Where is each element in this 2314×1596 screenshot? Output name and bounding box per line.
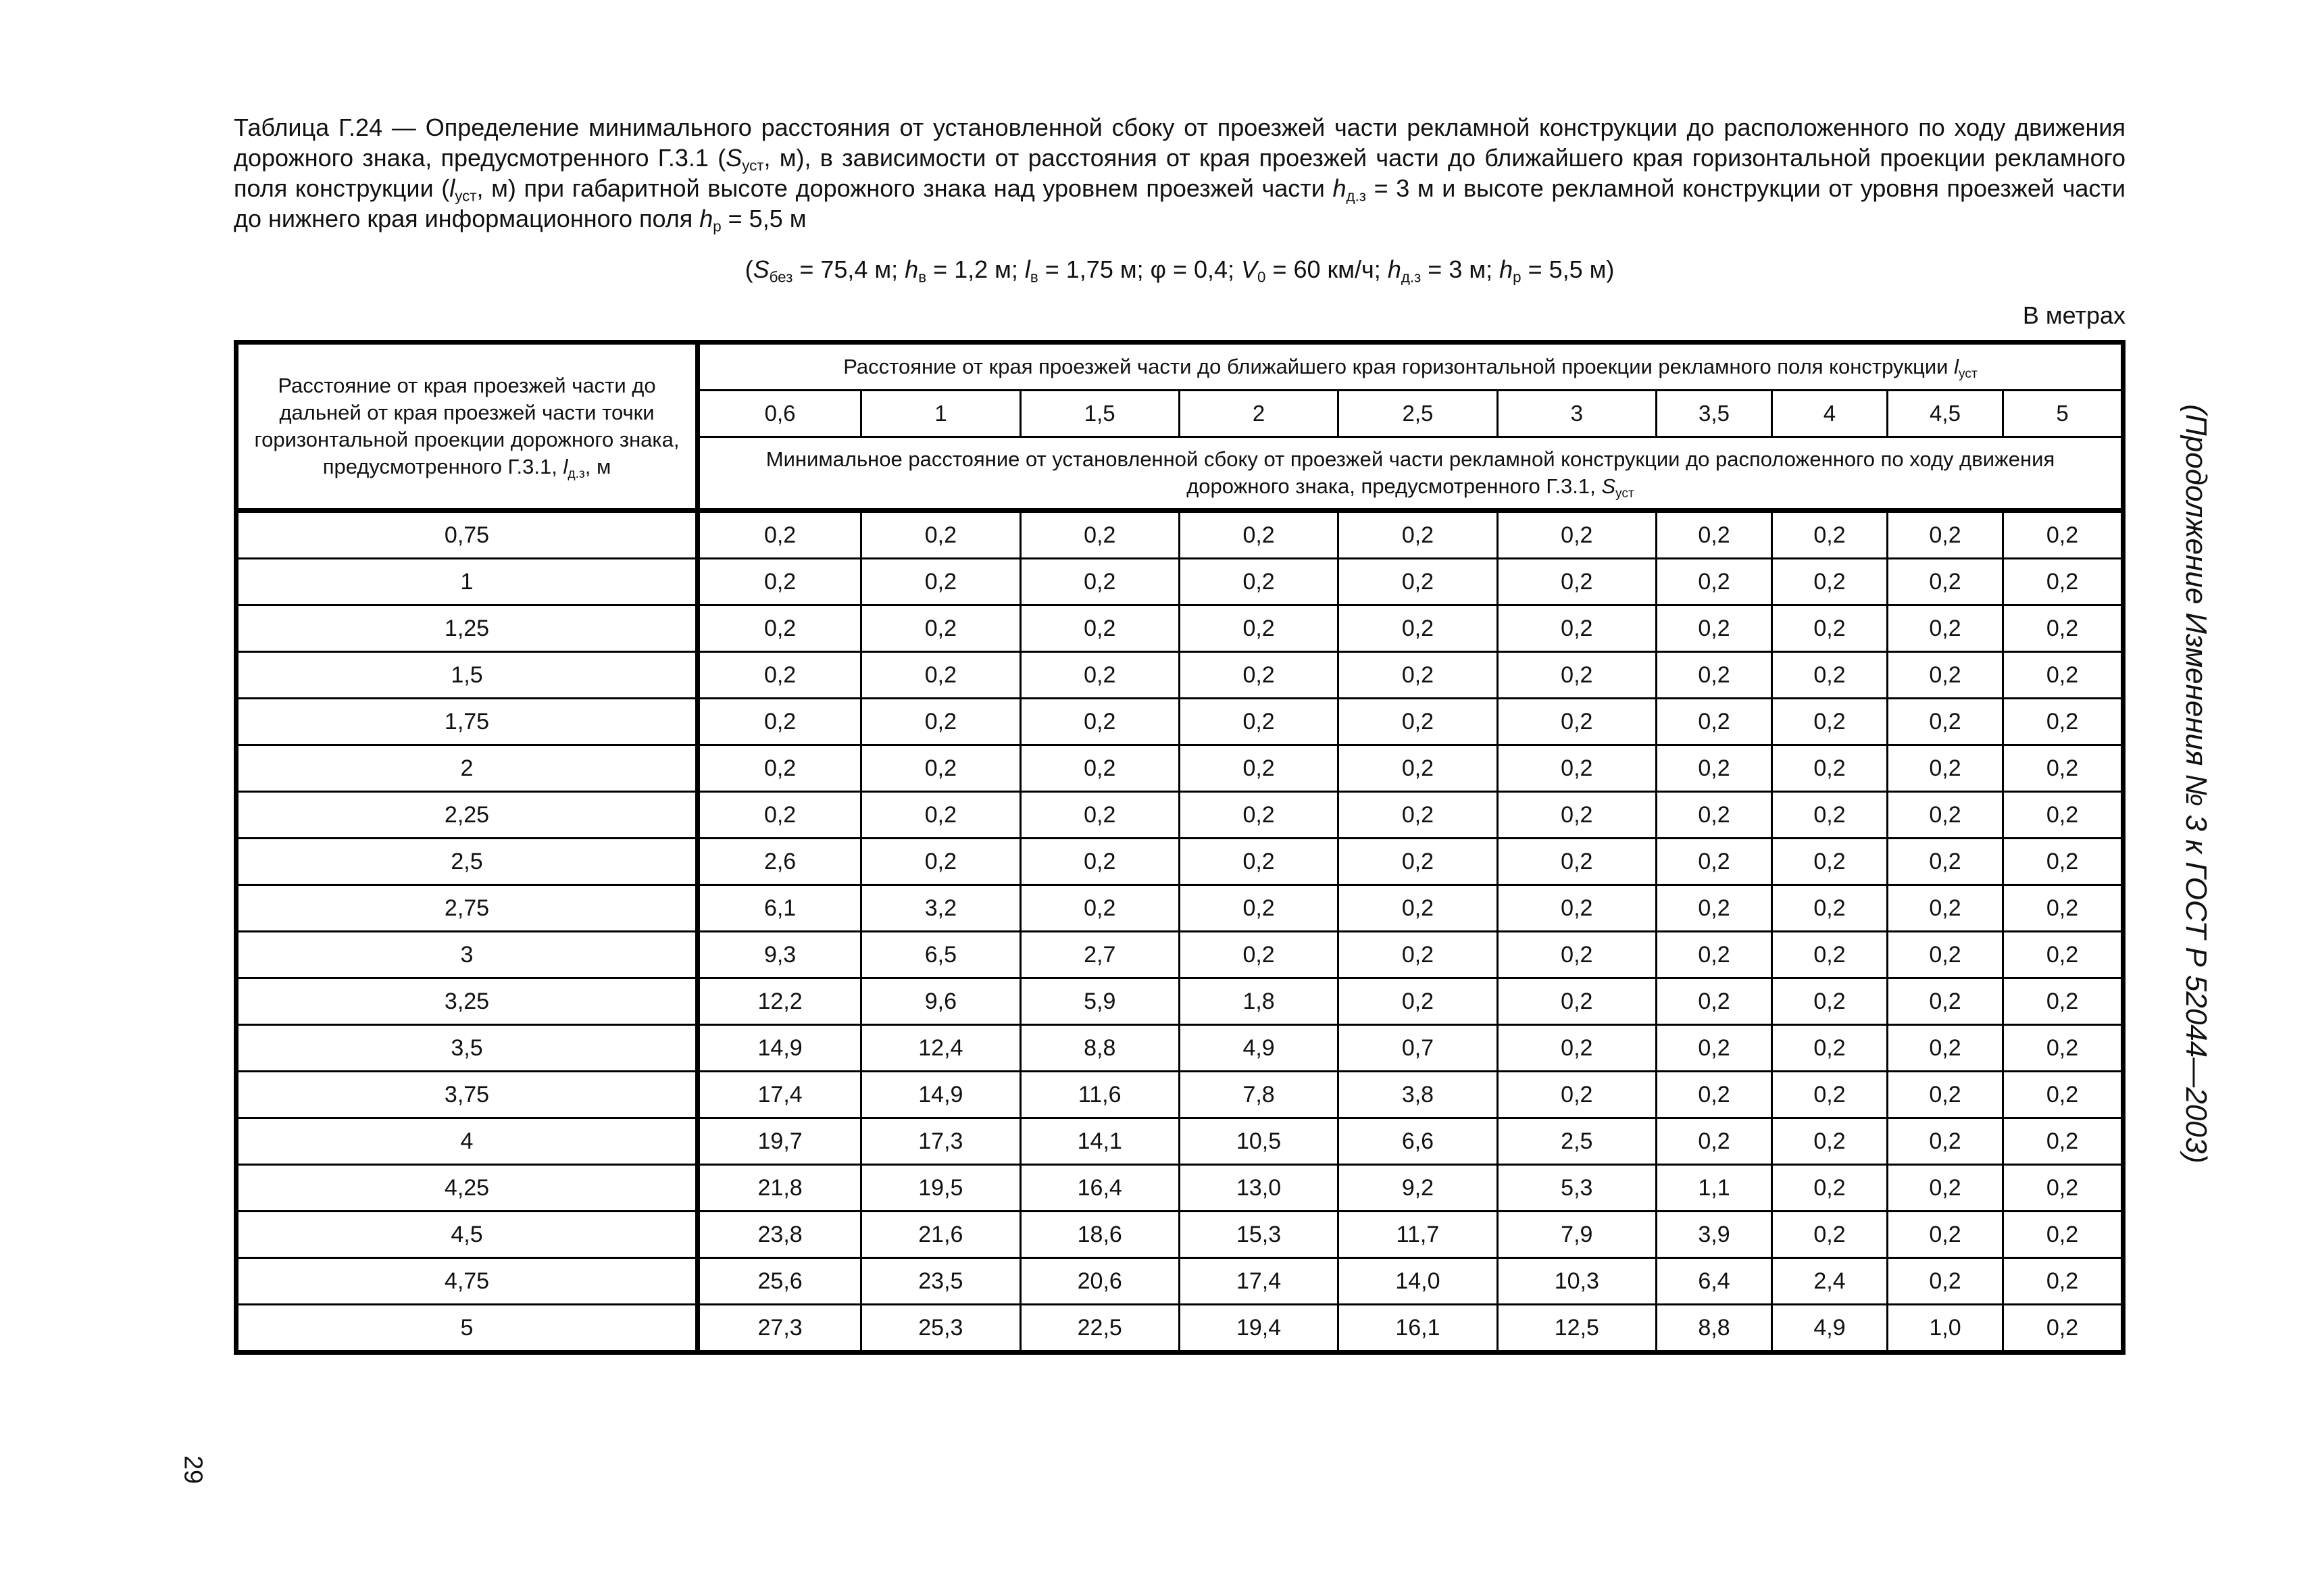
row-distance-cell: 1,5: [236, 652, 698, 699]
table-cell: 0,2: [1179, 745, 1338, 792]
table-cell: 6,4: [1656, 1258, 1771, 1305]
side-running-title: (Продолжение Изменения № 3 к ГОСТ Р 52044—2003): [2180, 404, 2213, 1164]
table-cell: 0,2: [1338, 932, 1497, 978]
table-cell: 0,2: [1338, 792, 1497, 839]
table-cell: 0,2: [1497, 605, 1656, 652]
column-value-header: 0,6: [698, 391, 861, 437]
table-cell: 0,2: [1497, 839, 1656, 885]
table-cell: 0,2: [1771, 932, 1887, 978]
table-cell: 0,2: [2003, 1212, 2123, 1258]
table-header: [236, 343, 2123, 511]
table-cell: 7,8: [1179, 1072, 1338, 1118]
table-cell: 0,2: [1497, 978, 1656, 1025]
table-cell: 0,2: [1771, 885, 1887, 932]
table-cell: 0,2: [1338, 885, 1497, 932]
table-cell: 0,2: [2003, 511, 2123, 559]
column-value-header: 4,5: [1887, 391, 2003, 437]
table-cell: 13,0: [1179, 1165, 1338, 1212]
params-hp-symbol: h: [1499, 255, 1513, 283]
caption-text-5: = 5,5 м: [721, 205, 807, 232]
table-row: [236, 792, 2123, 839]
table-row: [236, 699, 2123, 745]
table-cell: 19,5: [861, 1165, 1020, 1212]
table-cell: 10,5: [1179, 1118, 1338, 1165]
row-distance-cell: 1,25: [236, 605, 698, 652]
table-caption: [234, 112, 2126, 234]
table-cell: 0,2: [1020, 559, 1179, 605]
table-cell: 0,2: [1771, 652, 1887, 699]
table-cell: 0,2: [1338, 559, 1497, 605]
params-s-value: = 75,4 м;: [793, 255, 905, 283]
table-cell: 0,2: [1771, 745, 1887, 792]
table-cell: 0,2: [1771, 1072, 1887, 1118]
table-cell: 19,7: [698, 1118, 861, 1165]
table-cell: 0,2: [1771, 1025, 1887, 1072]
table-cell: 0,2: [2003, 1025, 2123, 1072]
table-cell: 18,6: [1020, 1212, 1179, 1258]
table-cell: 0,2: [1771, 1165, 1887, 1212]
table-cell: 0,2: [1497, 792, 1656, 839]
table-cell: 0,2: [1656, 932, 1771, 978]
table-cell: 0,2: [1497, 885, 1656, 932]
table-cell: 0,2: [1497, 652, 1656, 699]
table-cell: 0,2: [861, 605, 1020, 652]
table-cell: 9,6: [861, 978, 1020, 1025]
table-cell: 0,2: [861, 652, 1020, 699]
caption-hp-symbol: h: [699, 205, 713, 232]
header-row-group: [236, 343, 2123, 391]
column-value-header: 4: [1771, 391, 1887, 437]
table-cell: 0,2: [1338, 511, 1497, 559]
table-cell: 0,2: [1338, 652, 1497, 699]
value-header-text: Минимальное расстояние от установленной сбоку от проезжей части рекламной конструкции до расположенного по ходу движения дорожного знака, предусмотренного Г.3.1,: [765, 447, 2055, 498]
table-cell: 0,2: [698, 559, 861, 605]
table-cell: 0,2: [1887, 1118, 2003, 1165]
params-v-value: = 60 км/ч;: [1265, 255, 1388, 283]
table-cell: 2,4: [1771, 1258, 1887, 1305]
page-number: 29: [178, 1455, 207, 1485]
table-cell: 0,2: [861, 511, 1020, 559]
column-group-subscript: уст: [1958, 366, 1978, 381]
table-cell: 4,9: [1771, 1305, 1887, 1353]
table-cell: 14,9: [861, 1072, 1020, 1118]
params-lv-value: = 1,75 м; φ = 0,4;: [1038, 255, 1242, 283]
params-s-subscript: без: [769, 268, 793, 286]
table-cell: 0,2: [1497, 745, 1656, 792]
column-value-header: 2: [1179, 391, 1338, 437]
table-cell: 0,2: [1887, 1072, 2003, 1118]
table-cell: 0,2: [1338, 839, 1497, 885]
table-cell: 0,2: [2003, 1165, 2123, 1212]
table-cell: 17,4: [1179, 1258, 1338, 1305]
params-hd-symbol: h: [1387, 255, 1401, 283]
table-cell: 0,2: [1887, 839, 2003, 885]
table-body: [236, 511, 2123, 1353]
table-cell: 0,2: [1887, 559, 2003, 605]
table-cell: 0,2: [1771, 559, 1887, 605]
table-cell: 0,2: [1887, 605, 2003, 652]
table-cell: 0,2: [1771, 699, 1887, 745]
table-cell: 15,3: [1179, 1212, 1338, 1258]
table-cell: 0,2: [2003, 559, 2123, 605]
table-cell: 17,4: [698, 1072, 861, 1118]
table-cell: 0,2: [1887, 1025, 2003, 1072]
table-cell: 0,2: [1338, 699, 1497, 745]
table-cell: 0,2: [1887, 792, 2003, 839]
table-cell: 0,2: [2003, 932, 2123, 978]
table-cell: 0,2: [1020, 699, 1179, 745]
column-group-header: [698, 343, 2123, 391]
table-cell: 0,2: [1020, 745, 1179, 792]
table-cell: 0,2: [1771, 511, 1887, 559]
column-value-header: 2,5: [1338, 391, 1497, 437]
table-cell: 0,2: [1656, 885, 1771, 932]
table-cell: 23,5: [861, 1258, 1020, 1305]
row-header-unit: , м: [584, 455, 611, 478]
table-cell: 3,8: [1338, 1072, 1497, 1118]
table-cell: 0,2: [1887, 699, 2003, 745]
table-cell: 0,2: [1771, 1118, 1887, 1165]
row-distance-cell: 1: [236, 559, 698, 605]
table-cell: 2,6: [698, 839, 861, 885]
column-value-header: 1: [861, 391, 1020, 437]
table-cell: 0,2: [1179, 652, 1338, 699]
table-cell: 0,2: [2003, 605, 2123, 652]
table-cell: 0,2: [1656, 605, 1771, 652]
table-cell: 22,5: [1020, 1305, 1179, 1353]
table-cell: 21,6: [861, 1212, 1020, 1258]
value-header-s-symbol: S: [1601, 474, 1615, 498]
row-header-subscript: д.з: [568, 466, 585, 481]
table-cell: 0,2: [2003, 885, 2123, 932]
table-cell: 0,2: [698, 605, 861, 652]
table-cell: 0,2: [1656, 699, 1771, 745]
table-cell: 3,9: [1656, 1212, 1771, 1258]
table-cell: 0,2: [1497, 559, 1656, 605]
table-cell: 1,1: [1656, 1165, 1771, 1212]
row-distance-cell: 0,75: [236, 511, 698, 559]
caption-text-2: , м), в зависимости от расстояния от края проезжей части до ближайшего края горизонтальной проекции рекламного поля конструкции (: [234, 144, 2126, 202]
table-cell: 0,2: [1020, 605, 1179, 652]
table-cell: 0,2: [861, 839, 1020, 885]
caption-s-symbol: S: [726, 144, 743, 172]
table-cell: 0,2: [1656, 652, 1771, 699]
table-cell: 3,2: [861, 885, 1020, 932]
table-row: [236, 1305, 2123, 1353]
column-group-l-symbol: l: [1954, 355, 1959, 378]
table-cell: 0,2: [1338, 605, 1497, 652]
table-cell: 0,2: [1887, 885, 2003, 932]
table-cell: 0,2: [1179, 792, 1338, 839]
table-cell: 0,2: [1887, 652, 2003, 699]
table-cell: 0,2: [698, 745, 861, 792]
table-cell: 2,5: [1497, 1118, 1656, 1165]
table-cell: 0,2: [698, 699, 861, 745]
table-cell: 0,2: [861, 792, 1020, 839]
params-hv-subscript: в: [918, 268, 927, 286]
table-cell: 12,4: [861, 1025, 1020, 1072]
row-distance-cell: 2,5: [236, 839, 698, 885]
table-cell: 0,2: [1497, 511, 1656, 559]
caption-text-3: , м) при габаритной высоте дорожного знака над уровнем проезжей части: [476, 174, 1333, 202]
table-cell: 0,2: [2003, 839, 2123, 885]
table-cell: 9,3: [698, 932, 861, 978]
table-cell: 0,2: [2003, 699, 2123, 745]
row-distance-cell: 5: [236, 1305, 698, 1353]
table-cell: 0,2: [1179, 932, 1338, 978]
table-cell: 0,2: [1887, 978, 2003, 1025]
row-distance-cell: 4,5: [236, 1212, 698, 1258]
table-cell: 9,2: [1338, 1165, 1497, 1212]
column-value-header: 3,5: [1656, 391, 1771, 437]
table-cell: 14,9: [698, 1025, 861, 1072]
caption-l-symbol: l: [449, 174, 455, 202]
table-cell: 12,5: [1497, 1305, 1656, 1353]
table-cell: 0,2: [1179, 839, 1338, 885]
table-cell: 27,3: [698, 1305, 861, 1353]
caption-text-1: Таблица Г.24 — Определение минимального расстояния от установленной сбоку от проезжей части рекламной конструкции до расположенного по ходу движения дорожного знака, предусмотренного Г.3.1 (: [234, 114, 2126, 172]
table-cell: 6,1: [698, 885, 861, 932]
table-cell: 0,2: [1179, 605, 1338, 652]
table-cell: 0,2: [1656, 839, 1771, 885]
caption-s-subscript: уст: [742, 157, 764, 174]
table-cell: 0,2: [1656, 511, 1771, 559]
table-cell: 0,2: [2003, 745, 2123, 792]
row-distance-cell: 4,75: [236, 1258, 698, 1305]
table-cell: 16,4: [1020, 1165, 1179, 1212]
table-cell: 0,2: [2003, 1072, 2123, 1118]
table-cell: 0,2: [1020, 839, 1179, 885]
table-cell: 0,2: [1656, 1072, 1771, 1118]
table-cell: 10,3: [1497, 1258, 1656, 1305]
table-cell: 0,2: [1771, 978, 1887, 1025]
table-cell: 11,7: [1338, 1212, 1497, 1258]
units-label: В метрах: [2022, 301, 2126, 329]
table-cell: 0,2: [2003, 652, 2123, 699]
table-row: [236, 1025, 2123, 1072]
table-cell: 0,2: [1020, 792, 1179, 839]
column-value-header: 3: [1497, 391, 1656, 437]
table-cell: 0,2: [698, 792, 861, 839]
table-row: [236, 605, 2123, 652]
table-row: [236, 1165, 2123, 1212]
params-s-symbol: S: [753, 255, 770, 283]
table-row: [236, 1072, 2123, 1118]
table-cell: 0,2: [1179, 699, 1338, 745]
row-distance-cell: 3,25: [236, 978, 698, 1025]
table-cell: 0,2: [1497, 699, 1656, 745]
table-cell: 1,0: [1887, 1305, 2003, 1353]
table-row: [236, 839, 2123, 885]
params-open: (: [745, 255, 753, 283]
table-cell: 0,2: [861, 745, 1020, 792]
params-hp-value: = 5,5 м): [1521, 255, 1615, 283]
table-cell: 0,2: [861, 699, 1020, 745]
table-cell: 8,8: [1020, 1025, 1179, 1072]
table-cell: 0,2: [861, 559, 1020, 605]
table-cell: 0,2: [1656, 792, 1771, 839]
column-value-header: 1,5: [1020, 391, 1179, 437]
row-distance-cell: 4: [236, 1118, 698, 1165]
value-header: [698, 437, 2123, 511]
table-cell: 0,2: [1887, 932, 2003, 978]
table-row: [236, 559, 2123, 605]
table-cell: 0,2: [1656, 1118, 1771, 1165]
table-cell: 0,2: [1179, 885, 1338, 932]
table-row: [236, 1258, 2123, 1305]
table-cell: 0,2: [2003, 978, 2123, 1025]
table-cell: 0,2: [1887, 511, 2003, 559]
column-group-text: Расстояние от края проезжей части до ближайшего края горизонтальной проекции рекламного поля конструкции: [843, 355, 1955, 378]
data-table: [234, 340, 2126, 1355]
table-cell: 7,9: [1497, 1212, 1656, 1258]
row-distance-cell: 3,5: [236, 1025, 698, 1072]
table-row: [236, 745, 2123, 792]
table-cell: 1,8: [1179, 978, 1338, 1025]
table-cell: 0,2: [1771, 605, 1887, 652]
table-cell: 0,2: [1020, 511, 1179, 559]
column-value-header: 5: [2003, 391, 2123, 437]
table-cell: 0,2: [1771, 792, 1887, 839]
table-cell: 25,3: [861, 1305, 1020, 1353]
table-cell: 14,0: [1338, 1258, 1497, 1305]
table-cell: 0,2: [1179, 559, 1338, 605]
table-cell: 0,2: [1497, 1072, 1656, 1118]
table-cell: 0,2: [698, 511, 861, 559]
table-cell: 11,6: [1020, 1072, 1179, 1118]
row-header-cell: [236, 343, 698, 511]
table-cell: 0,2: [1656, 1025, 1771, 1072]
row-header-text: Расстояние от края проезжей части до дальней от края проезжей части точки горизонтальной проекции дорожного знака, предусмотренного Г.3.1,: [254, 374, 680, 478]
table-cell: 0,2: [2003, 792, 2123, 839]
table-row: [236, 885, 2123, 932]
row-distance-cell: 2: [236, 745, 698, 792]
table-cell: 0,2: [1887, 745, 2003, 792]
row-distance-cell: 4,25: [236, 1165, 698, 1212]
table-cell: 0,2: [1020, 885, 1179, 932]
table-cell: 19,4: [1179, 1305, 1338, 1353]
table-cell: 0,2: [1656, 559, 1771, 605]
params-lv-symbol: l: [1024, 255, 1030, 283]
params-hv-symbol: h: [905, 255, 919, 283]
table-cell: 14,1: [1020, 1118, 1179, 1165]
table-cell: 0,2: [1497, 1025, 1656, 1072]
table-row: [236, 1118, 2123, 1165]
table-cell: 20,6: [1020, 1258, 1179, 1305]
value-header-subscript: уст: [1615, 486, 1634, 501]
table-cell: 5,9: [1020, 978, 1179, 1025]
row-distance-cell: 3,75: [236, 1072, 698, 1118]
table-row: [236, 1212, 2123, 1258]
params-v-symbol: V: [1241, 255, 1258, 283]
params-hv-value: = 1,2 м;: [926, 255, 1025, 283]
table-cell: 0,2: [698, 652, 861, 699]
table-cell: 0,2: [1497, 932, 1656, 978]
row-distance-cell: 2,75: [236, 885, 698, 932]
table-row: [236, 978, 2123, 1025]
table-cell: 0,2: [1771, 839, 1887, 885]
table-cell: 25,6: [698, 1258, 861, 1305]
row-distance-cell: 2,25: [236, 792, 698, 839]
params-hd-value: = 3 м;: [1421, 255, 1500, 283]
table-row: [236, 511, 2123, 559]
table-cell: 6,5: [861, 932, 1020, 978]
table-cell: 0,2: [1338, 745, 1497, 792]
table-row: [236, 652, 2123, 699]
caption-hp-subscript: р: [713, 218, 722, 235]
table-cell: 0,2: [1887, 1212, 2003, 1258]
table-cell: 0,2: [2003, 1305, 2123, 1353]
table-cell: 0,2: [1656, 978, 1771, 1025]
table-cell: 0,7: [1338, 1025, 1497, 1072]
row-distance-cell: 3: [236, 932, 698, 978]
table-cell: 12,2: [698, 978, 861, 1025]
table-cell: 0,2: [2003, 1258, 2123, 1305]
params-hd-subscript: д.з: [1401, 268, 1422, 286]
table-cell: 17,3: [861, 1118, 1020, 1165]
table-cell: 0,2: [2003, 1118, 2123, 1165]
table-cell: 0,2: [1887, 1258, 2003, 1305]
table-parameters: [234, 255, 2126, 284]
table-row: [236, 932, 2123, 978]
table-cell: 0,2: [1887, 1165, 2003, 1212]
params-v-subscript: 0: [1257, 268, 1266, 286]
table-cell: 0,2: [1338, 978, 1497, 1025]
table-cell: 0,2: [1771, 1212, 1887, 1258]
table-cell: 0,2: [1179, 511, 1338, 559]
caption-h-subscript: д.з: [1346, 187, 1366, 205]
params-hp-subscript: р: [1513, 268, 1521, 286]
caption-text-4: = 3 м и высоте рекламной конструкции от уровня проезжей части до нижнего края информационного поля: [234, 174, 2126, 232]
params-lv-subscript: в: [1030, 268, 1038, 286]
table-cell: 5,3: [1497, 1165, 1656, 1212]
table-cell: 2,7: [1020, 932, 1179, 978]
table-cell: 4,9: [1179, 1025, 1338, 1072]
row-distance-cell: 1,75: [236, 699, 698, 745]
table-cell: 21,8: [698, 1165, 861, 1212]
table-cell: 6,6: [1338, 1118, 1497, 1165]
table-cell: 0,2: [1020, 652, 1179, 699]
row-header-l-symbol: l: [563, 455, 568, 478]
table-cell: 16,1: [1338, 1305, 1497, 1353]
caption-h-symbol: h: [1332, 174, 1347, 202]
table-cell: 23,8: [698, 1212, 861, 1258]
caption-l-subscript: уст: [455, 187, 477, 205]
table-cell: 0,2: [1656, 745, 1771, 792]
table-cell: 8,8: [1656, 1305, 1771, 1353]
